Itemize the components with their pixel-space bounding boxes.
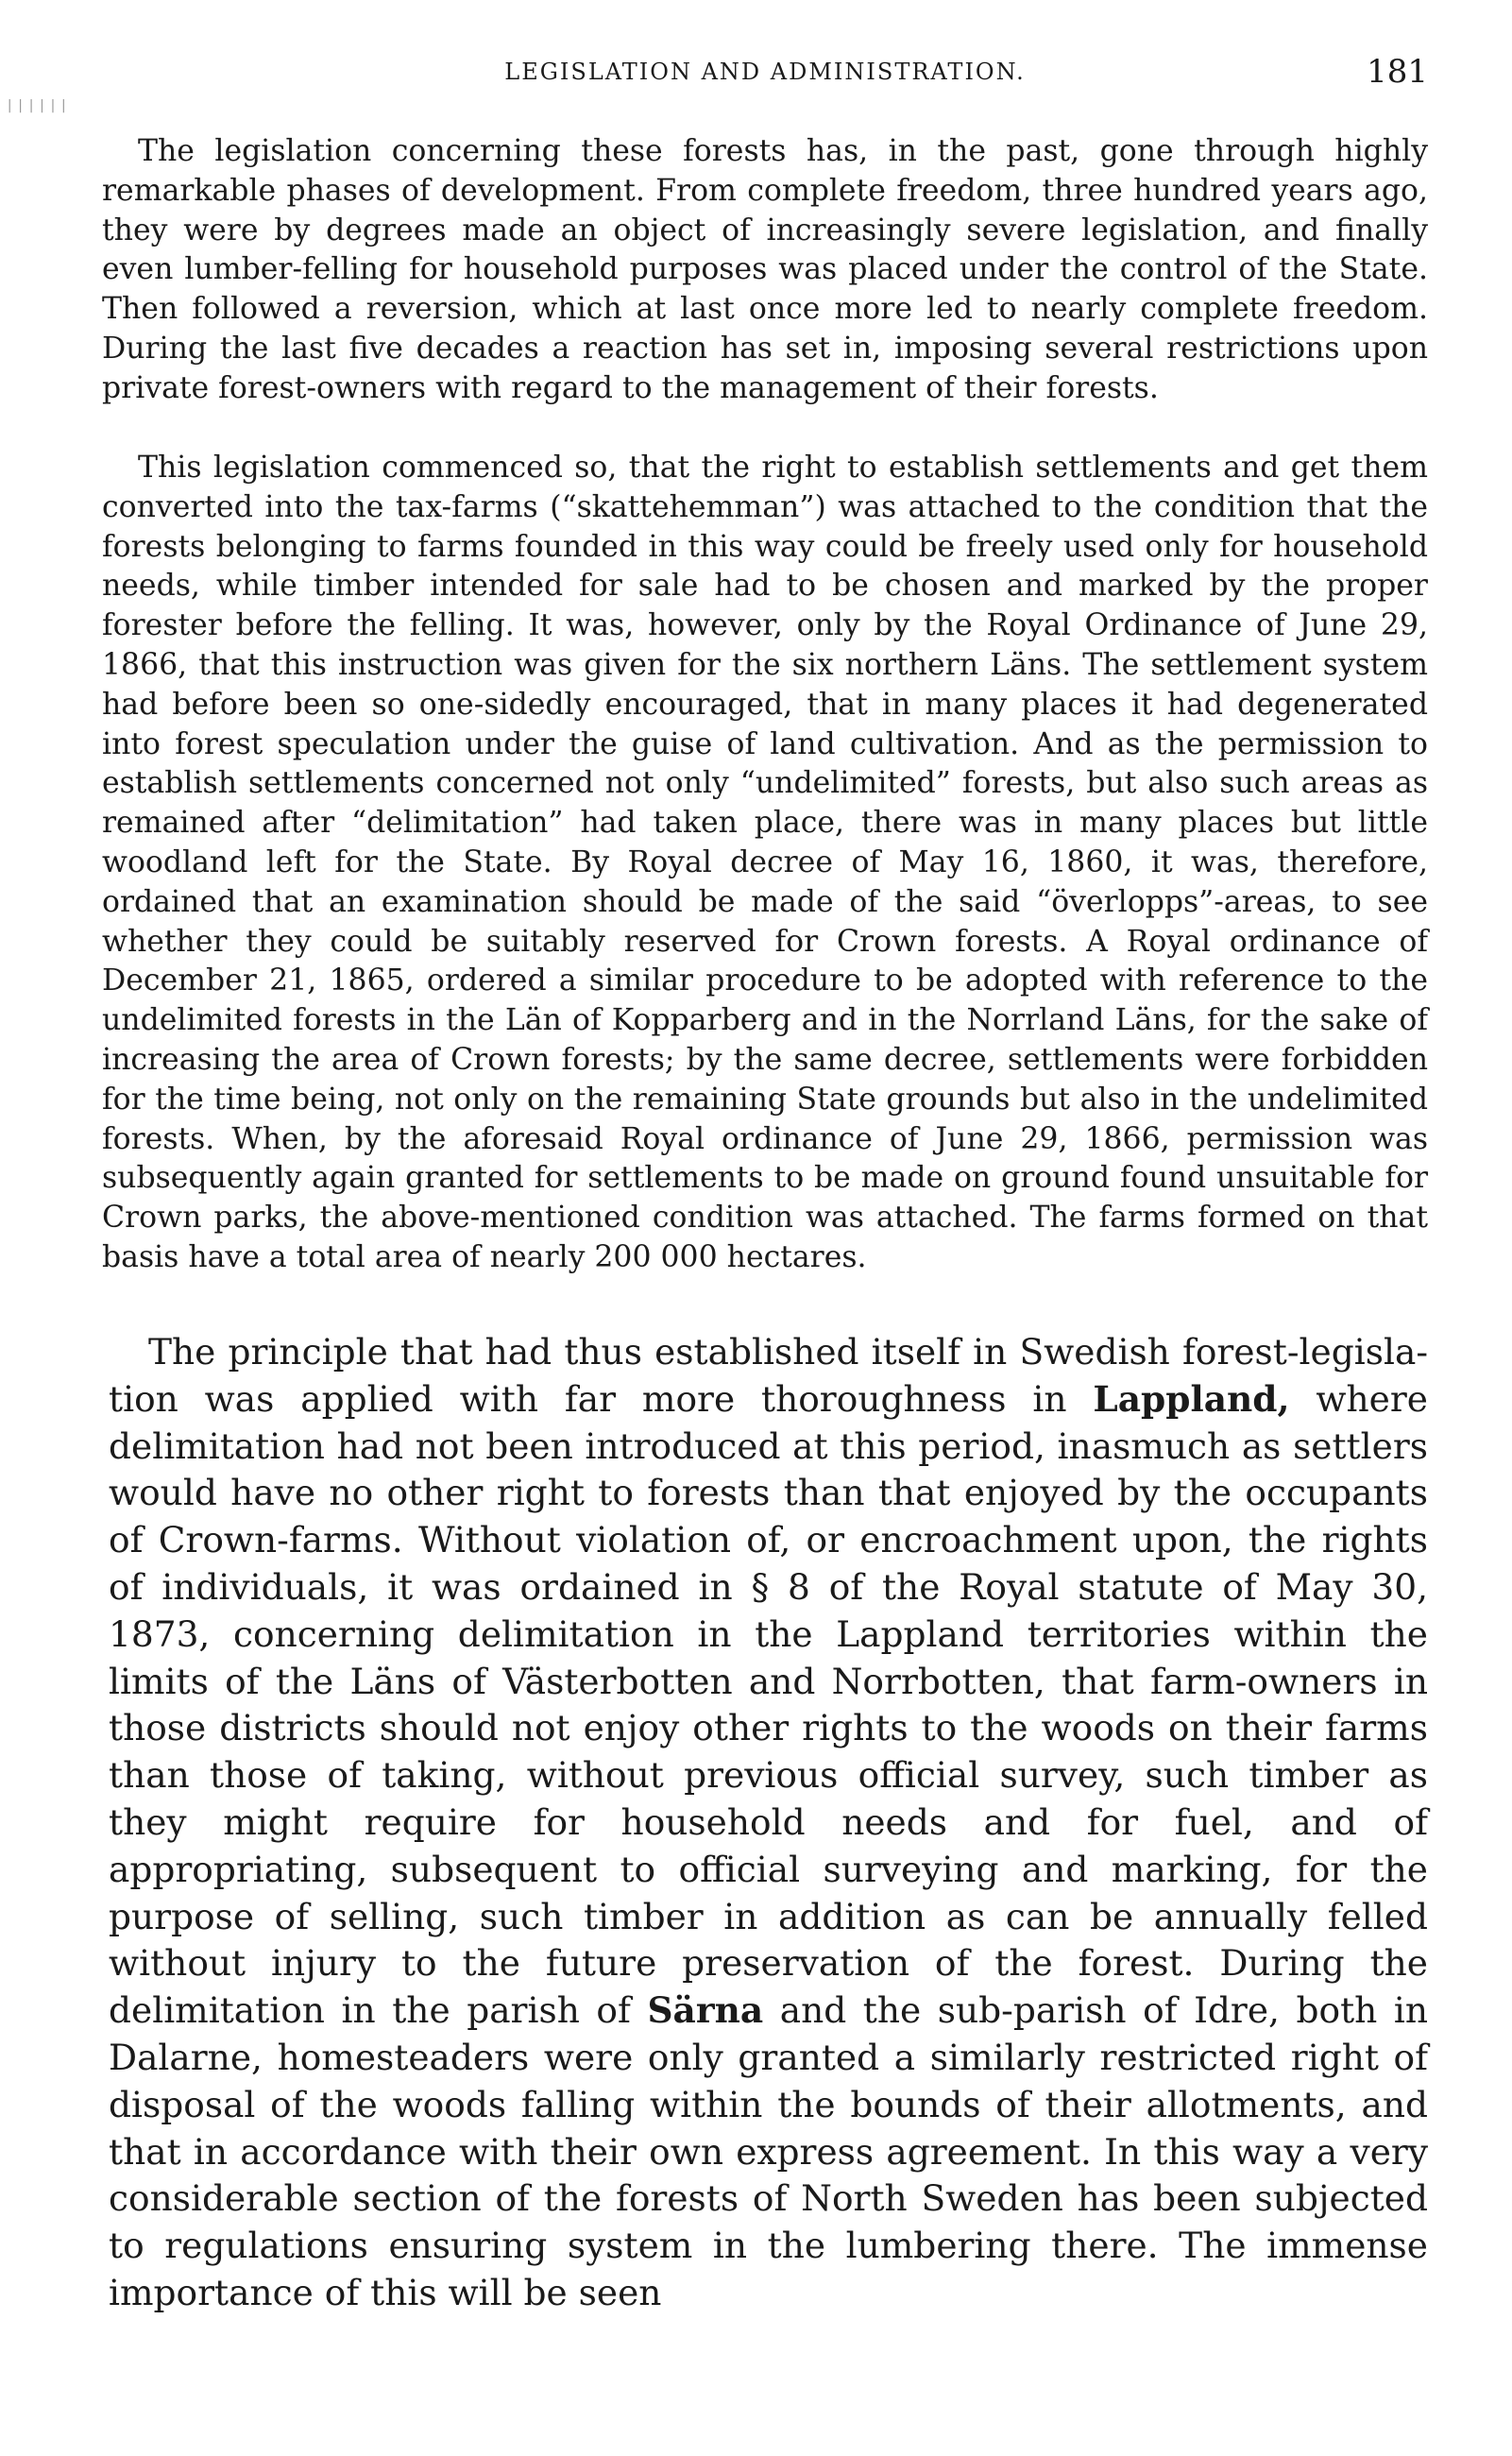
- page-number: 181: [1367, 53, 1428, 91]
- paragraph-text: This legislation commenced so, that the right to establish settlements and get them converted into the tax-farms (“skattehemman”) was attached to the condition that the forests belonging to farms founded in this way could be freely used only for household needs, while timber intended for sale had to be chosen and marked by the proper forester before the felling. It was, however, only by the Royal Ordinance of June 29, 1866, that this instruction was given for the six northern Läns. The settlement system had before been so one-sidedly encouraged, that in many places it had degenerated into forest speculation under the guise of land cultivation. And as the permission to establish settlements concerned not only “undelimited” forests, but also such areas as remained after “delimitation” had taken place, there was in many places but little woodland left for the State. By Royal decree of May 16, 1860, it was, therefore, ordained that an examination should be made of the said “överlopps”-areas, to see whether they could be suitably reserved for Crown forests. A Royal ordinance of December 21, 1865, ordered a similar procedure to be adopted with reference to the undelimited forests in the Län of Kopparberg and in the Norrland Läns, for the sake of increasing the area of Crown forests; by the same decree, settlements were forbidden for the time being, not only on the remaining State grounds but also in the undelimited forests. When, by the aforesaid Royal ordinance of June 29, 1866, permission was subsequently again granted for settlements to be made on ground found unsuitable for Crown parks, the above-mentioned condition was attached. The farms formed on that basis have a total area of nearly 200 000 hectares.: [102, 451, 1428, 1274]
- running-head-title: LEGISLATION AND ADMINISTRATION.: [504, 59, 1026, 85]
- paragraph-lappland-principle: [109, 1329, 1428, 2317]
- paragraph-text: The legislation concerning these forests has, in the past, gone through highly remarkable phases of development. From complete freedom, three hundred years ago, they were by degrees made an object of increasingly severe legislation, and finally even lumber-felling for household purposes was placed under the control of the State. Then followed a reversion, which at last once more led to nearly complete freedom. During the last five decades a reaction has set in, imposing several restrictions upon private forest-owners with regard to the management of their forests.: [102, 134, 1428, 405]
- paragraph-text: The principle that had thus established itself in Swedish forest-legislation was applied with far more thoroughness in: [109, 1331, 1428, 1420]
- place-name-lappland: Lappland,: [1093, 1377, 1290, 1420]
- place-name-sarna: Särna: [647, 1989, 764, 2032]
- paragraph-settlement-legislation: [102, 449, 1428, 1278]
- paragraph-forest-legislation-history: [102, 132, 1428, 409]
- edge-scan-marks: ||||||: [6, 98, 71, 113]
- paragraph-text: and the sub-parish of Idre, both in Dalarne, homesteaders were only granted a similarly restricted right of disposal of the woods falling within the bounds of their allotments, and that in accordance with their own express agreement. In this way a very considerable section of the forests of North Sweden has been subjected to regulations ensuring system in the lumbering there. The immense importance of this will be seen: [109, 1989, 1429, 2313]
- paragraph-text: where delimitation had not been introduced at this period, inasmuch as settlers would have no other right to forests than that enjoyed by the occupants of Crown-farms. Without violation of, or encroachment upon, the rights of individuals, it was ordained in § 8 of the Royal statute of May 30, 1873, concerning delimitation in the Lappland territories within the limits of the Läns of Västerbotten and Norrbotten, that farm-owners in those districts should not enjoy other rights to the woods on their farms than those of taking, without previous official survey, such timber as they might require for household needs and for fuel, and of appropriating, subsequent to official surveying and marking, for the purpose of selling, such timber in addition as can be annually felled without injury to the future preservation of the forest. During the delimitation in the parish of: [109, 1377, 1428, 2032]
- running-header: [102, 53, 1428, 94]
